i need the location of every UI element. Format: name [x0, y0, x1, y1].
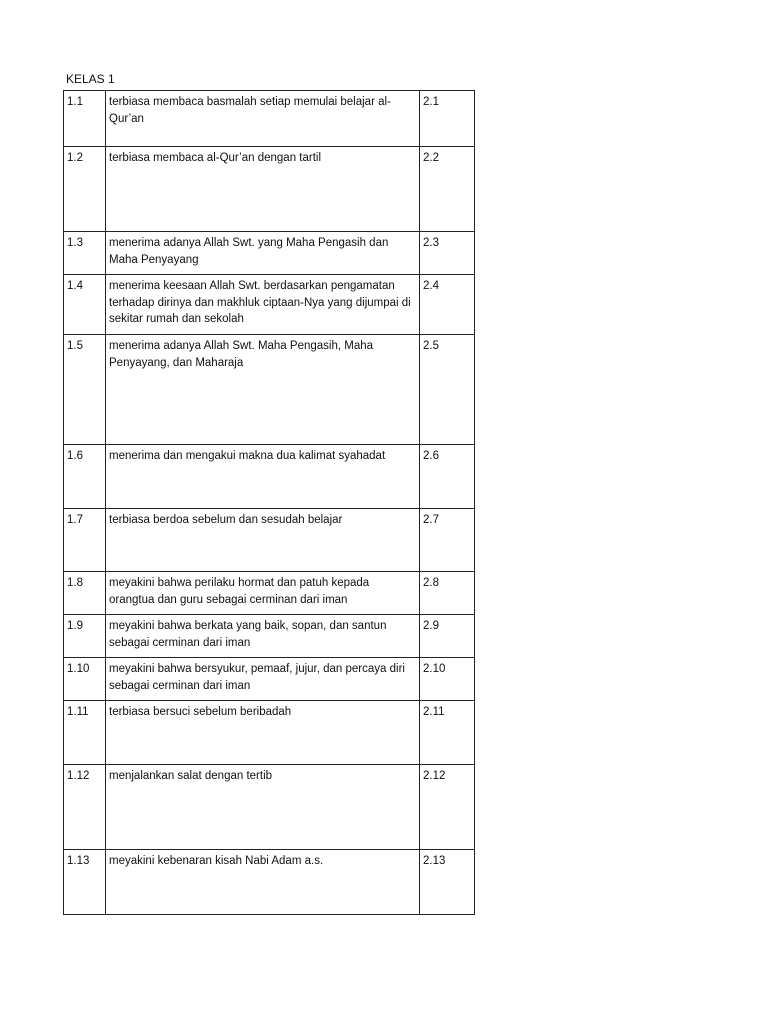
table-row — [64, 701, 475, 765]
table-row — [64, 509, 475, 572]
row-number: 1.9 — [64, 615, 106, 658]
row-number: 1.5 — [64, 335, 106, 445]
row-reference: 2.6 — [420, 445, 475, 509]
table-row — [64, 91, 475, 147]
row-number: 1.11 — [64, 701, 106, 765]
row-text: menerima adanya Allah Swt. Maha Pengasih, Maha Penyayang, dan Maharaja — [106, 335, 420, 445]
row-reference: 2.1 — [420, 91, 475, 147]
table-row — [64, 572, 475, 615]
row-number: 1.7 — [64, 509, 106, 572]
row-number: 1.8 — [64, 572, 106, 615]
row-text: meyakini kebenaran kisah Nabi Adam a.s. — [106, 850, 420, 915]
competency-table — [63, 90, 475, 915]
row-number: 1.12 — [64, 765, 106, 850]
row-reference: 2.4 — [420, 275, 475, 335]
row-reference: 2.13 — [420, 850, 475, 915]
row-text: menerima dan mengakui makna dua kalimat syahadat — [106, 445, 420, 509]
table-row — [64, 275, 475, 335]
row-number: 1.3 — [64, 232, 106, 275]
row-text: meyakini bahwa bersyukur, pemaaf, jujur, dan percaya diri sebagai cerminan dari iman — [106, 658, 420, 701]
table-row — [64, 850, 475, 915]
row-reference: 2.11 — [420, 701, 475, 765]
row-reference: 2.8 — [420, 572, 475, 615]
row-text: terbiasa berdoa sebelum dan sesudah belajar — [106, 509, 420, 572]
row-text: terbiasa membaca basmalah setiap memulai belajar al-Qur’an — [106, 91, 420, 147]
row-reference: 2.3 — [420, 232, 475, 275]
row-text: meyakini bahwa perilaku hormat dan patuh kepada orangtua dan guru sebagai cerminan dari iman — [106, 572, 420, 615]
row-text: menerima keesaan Allah Swt. berdasarkan pengamatan terhadap dirinya dan makhluk ciptaan-Nya yang dijumpai di sekitar rumah dan sekolah — [106, 275, 420, 335]
row-reference: 2.10 — [420, 658, 475, 701]
table-row — [64, 147, 475, 232]
row-reference: 2.7 — [420, 509, 475, 572]
row-reference: 2.12 — [420, 765, 475, 850]
row-number: 1.13 — [64, 850, 106, 915]
table-row — [64, 232, 475, 275]
table-row — [64, 335, 475, 445]
row-reference: 2.2 — [420, 147, 475, 232]
row-text: terbiasa membaca al-Qur’an dengan tartil — [106, 147, 420, 232]
table-row — [64, 615, 475, 658]
row-reference: 2.9 — [420, 615, 475, 658]
row-number: 1.10 — [64, 658, 106, 701]
row-text: menerima adanya Allah Swt. yang Maha Pengasih dan Maha Penyayang — [106, 232, 420, 275]
row-text: menjalankan salat dengan tertib — [106, 765, 420, 850]
row-number: 1.4 — [64, 275, 106, 335]
row-text: terbiasa bersuci sebelum beribadah — [106, 701, 420, 765]
table-row — [64, 765, 475, 850]
table-row — [64, 445, 475, 509]
row-number: 1.6 — [64, 445, 106, 509]
row-reference: 2.5 — [420, 335, 475, 445]
table-row — [64, 658, 475, 701]
row-number: 1.1 — [64, 91, 106, 147]
row-number: 1.2 — [64, 147, 106, 232]
row-text: meyakini bahwa berkata yang baik, sopan, dan santun sebagai cerminan dari iman — [106, 615, 420, 658]
page-heading: KELAS 1 — [66, 72, 115, 86]
